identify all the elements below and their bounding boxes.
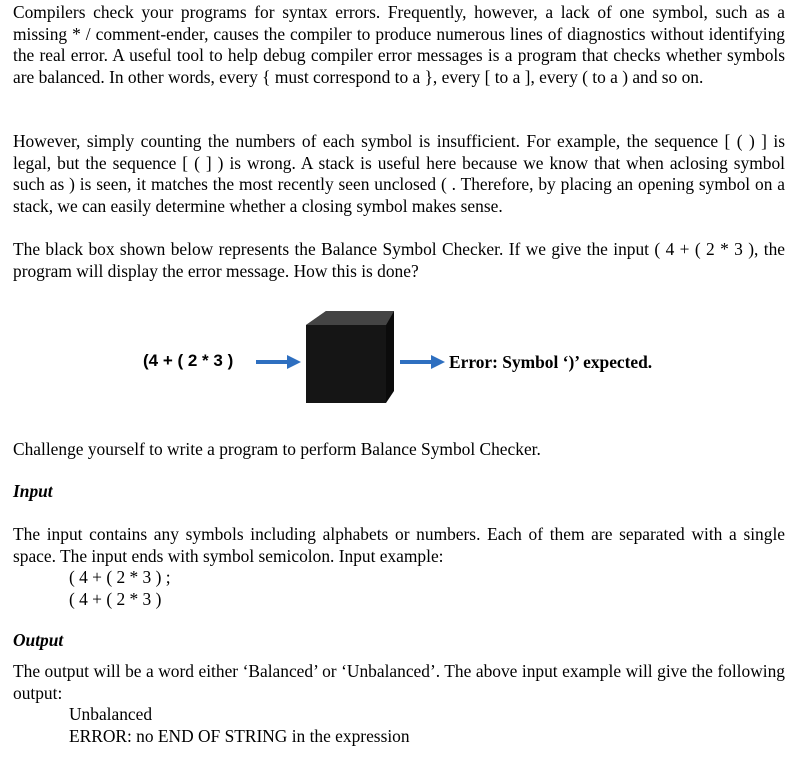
input-heading: Input <box>13 481 53 501</box>
stack-explanation-paragraph: However, simply counting the numbers of each symbol is insufficient. For example, the sequence [ ( ) ] is legal, but the sequence [ ( ] ) is wrong. A stack is useful here because we know that when aclosing symbol such as ) is seen, it matches the most recently seen unclosed ( . Therefore, by placing an opening symbol on a stack, we can easily determine whether a closing symbol makes sense. <box>13 131 785 216</box>
output-example-2: ERROR: no END OF STRING in the expression <box>69 726 410 746</box>
input-example-2: ( 4 + ( 2 * 3 ) <box>69 589 162 609</box>
output-description: The output will be a word either ‘Balanced’ or ‘Unbalanced’. The above input example will give the following output: <box>13 661 785 703</box>
input-arrow-icon <box>256 354 302 370</box>
output-example-1: Unbalanced <box>69 704 153 724</box>
diagram-output-label: Error: Symbol ‘)’ expected. <box>449 352 653 372</box>
output-arrow-icon <box>400 354 446 370</box>
input-example-1: ( 4 + ( 2 * 3 ) ; <box>69 567 171 587</box>
intro-paragraph: Compilers check your programs for syntax errors. Frequently, however, a lack of one symbol, such as a missing * / comment-ender, causes the compiler to produce numerous lines of diagnostics without identifying the real error. A useful tool to help debug compiler error messages is a program that checks whether symbols are balanced. In other words, every { must correspond to a }, every [ to a ], every ( to a ) and so on. <box>13 2 785 87</box>
output-heading: Output <box>13 630 64 650</box>
diagram-input-label: (4 + ( 2 * 3 ) <box>143 351 234 370</box>
challenge-text: Challenge yourself to write a program to perform Balance Symbol Checker. <box>13 439 541 459</box>
input-description: The input contains any symbols including alphabets or numbers. Each of them are separated with a single space. The input ends with symbol semicolon. Input example: <box>13 524 785 566</box>
black-box-paragraph: The black box shown below represents the Balance Symbol Checker. If we give the input ( 4 + ( 2 * 3 ), the program will display the error message. How this is done? <box>13 239 785 281</box>
black-box-icon <box>302 309 398 407</box>
